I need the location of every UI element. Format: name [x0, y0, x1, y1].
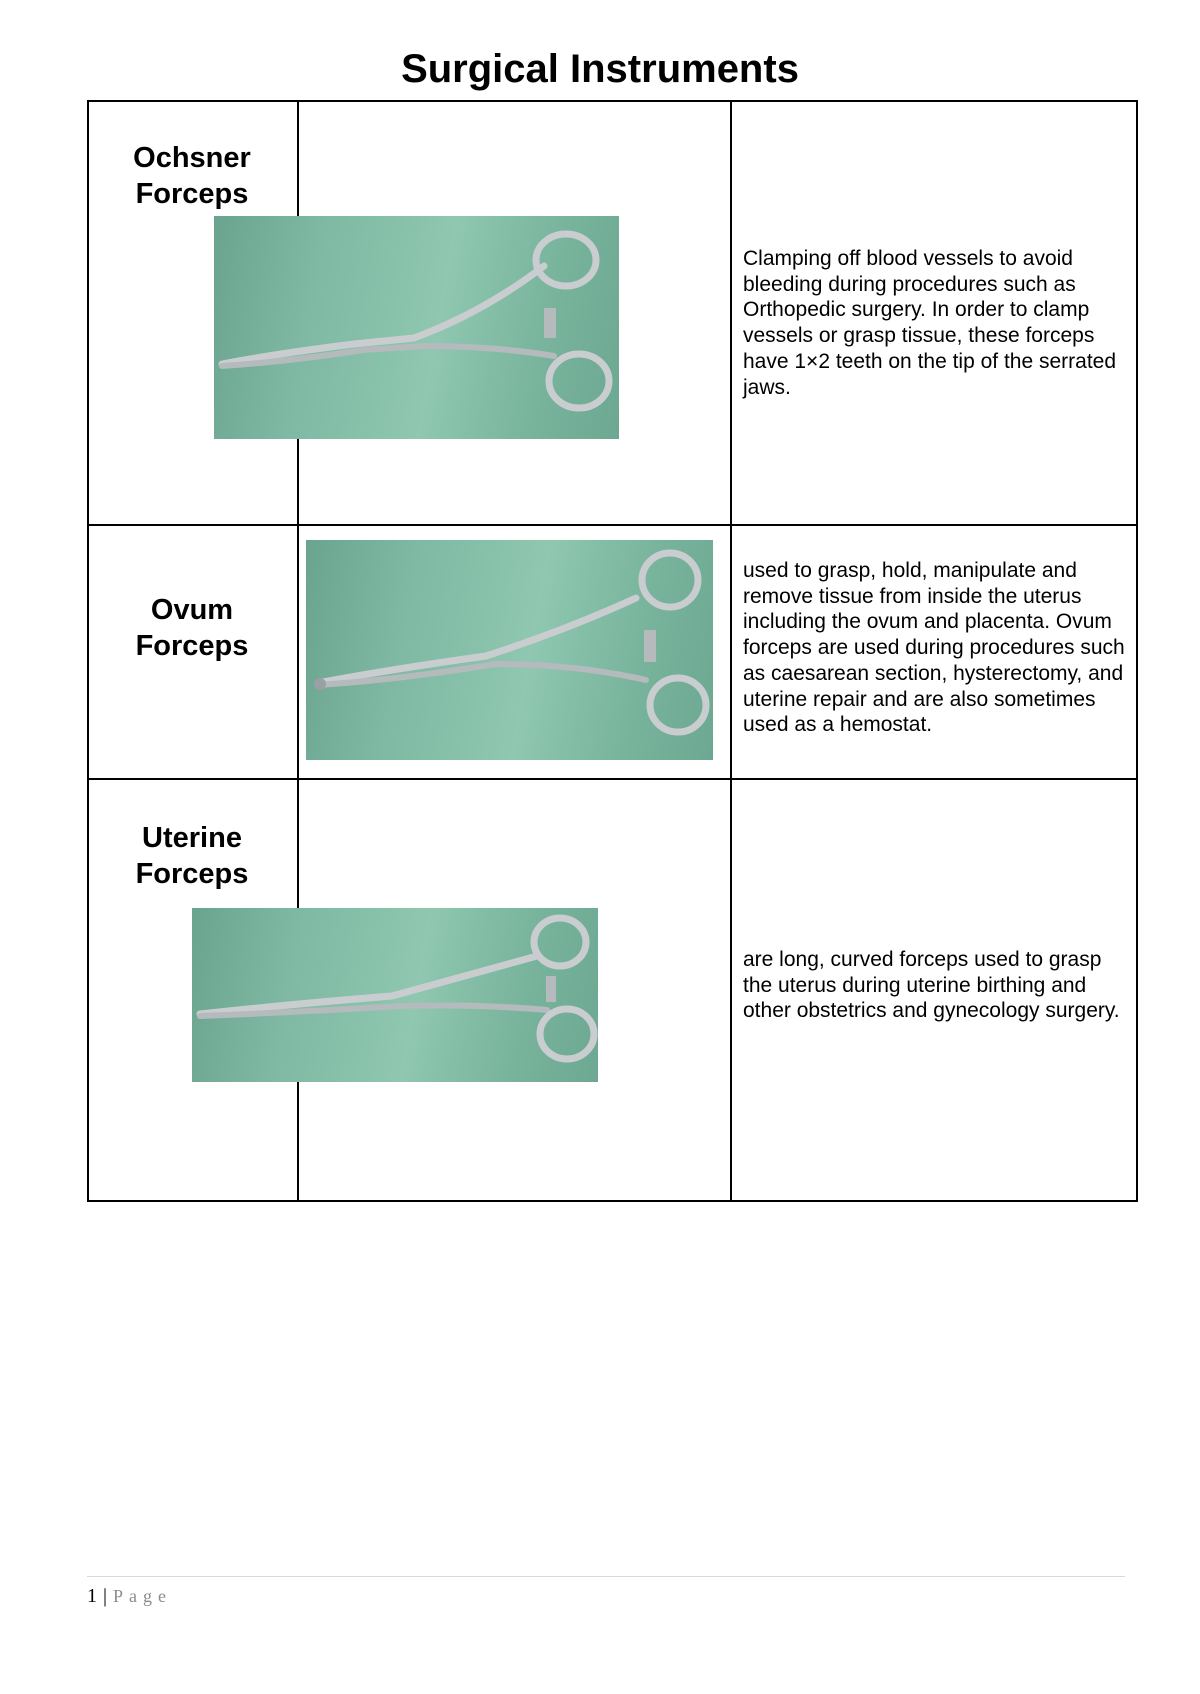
uterine-forceps-photo — [192, 908, 598, 1082]
ovum-forceps-photo — [306, 540, 713, 760]
ochsner-forceps-photo — [214, 216, 619, 439]
forceps-icon — [306, 540, 713, 760]
page-title: Surgical Instruments — [401, 47, 799, 91]
footer-rule — [87, 1576, 1125, 1577]
instrument-name-line: Ovum — [150, 594, 234, 626]
forceps-icon — [192, 908, 598, 1082]
instrument-name-uterine — [87, 820, 297, 892]
row-divider — [89, 778, 1136, 780]
footer-separator: | — [103, 1585, 108, 1607]
column-divider-image — [730, 102, 732, 1200]
instrument-name-ovum — [87, 592, 297, 664]
instrument-name-line: Ochsner — [133, 142, 251, 174]
instrument-description-ovum: used to grasp, hold, manipulate and remove tissue from inside the uterus including the ovum and placenta. Ovum forceps are used during procedures such as caesarean section, hysterectomy, and uterine repair and are also sometimes used as a hemostat. — [743, 559, 1125, 737]
instrument-name-line: Forceps — [135, 630, 249, 662]
page-label: Page — [113, 1586, 173, 1606]
instrument-description-uterine: are long, curved forceps used to grasp the uterus during uterine birthing and other obstetrics and gynecology surgery. — [743, 948, 1120, 1023]
instrument-name-line: Uterine — [142, 822, 242, 854]
forceps-icon — [214, 216, 619, 439]
instrument-name-line: Forceps — [135, 858, 249, 890]
page-footer — [87, 1584, 172, 1608]
instrument-name-ochsner — [87, 140, 297, 212]
row-divider — [89, 524, 1136, 526]
instrument-description-ochsner: Clamping off blood vessels to avoid bleeding during procedures such as Orthopedic surgery. In order to clamp vessels or grasp tissue, these forceps have 1×2 teeth on the tip of the serrated jaws. — [743, 247, 1117, 399]
instrument-name-line: Forceps — [135, 178, 249, 210]
page-number: 1 — [87, 1585, 97, 1607]
